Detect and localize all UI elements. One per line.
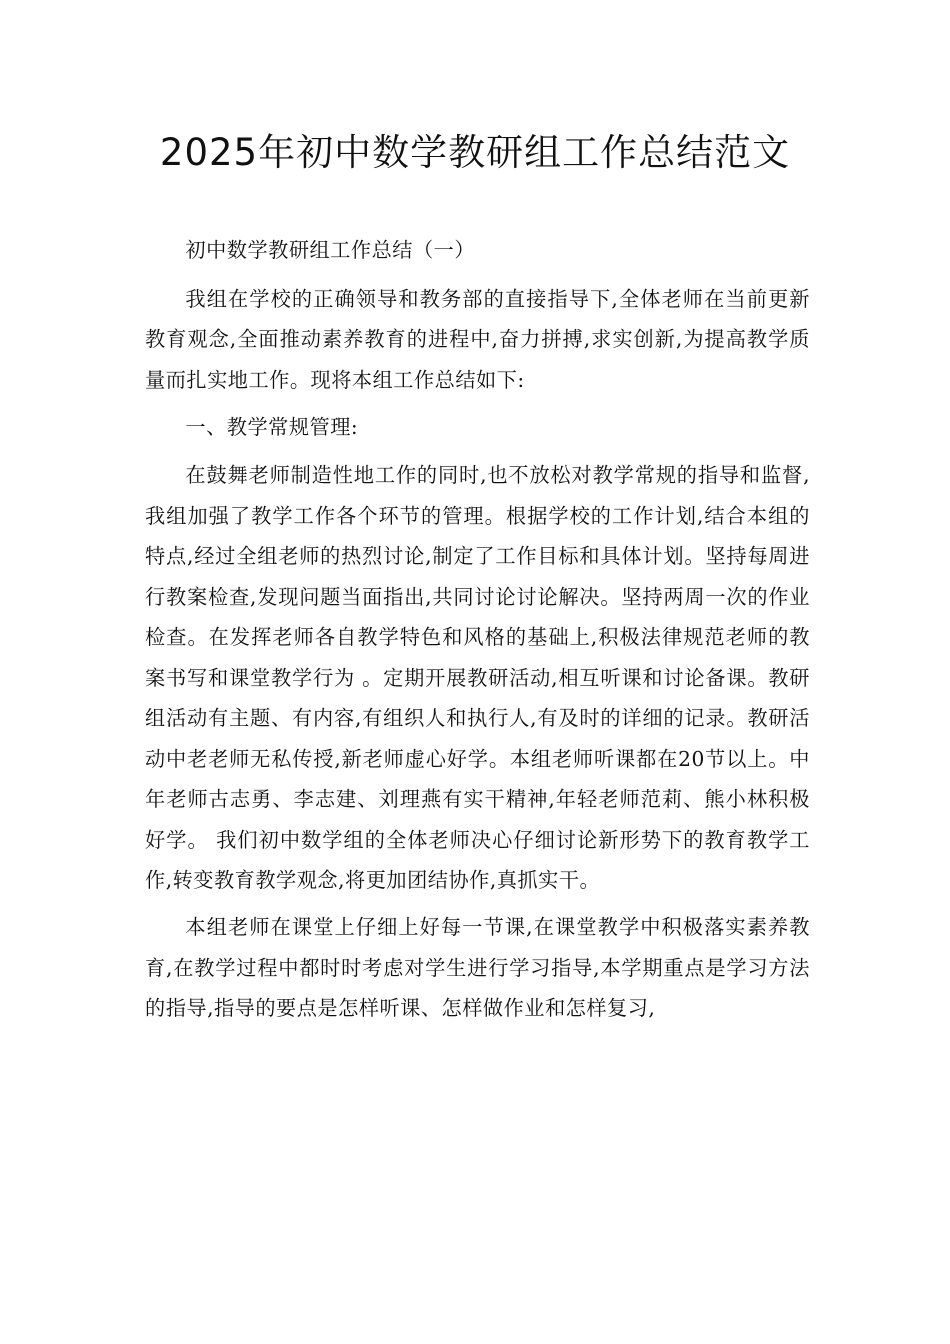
section-heading: 一、教学常规管理: bbox=[185, 414, 359, 439]
intro-paragraph: 我组在学校的正确领导和教务部的直接指导下,全体老师在当前更新教育观念,全面推动素养教育的进程中,奋力拼搏,求实创新,为提高教学质量而扎实地工作。现将本组工作总结如下: bbox=[145, 286, 810, 392]
section-subtitle: 初中数学教研组工作总结（一） bbox=[185, 238, 476, 262]
document-title: 2025年初中数学教研组工作总结范文 bbox=[159, 131, 791, 174]
body-paragraph: 本组老师在课堂上仔细上好每一节课,在课堂教学中积极落实素养教育,在教学过程中都时时考虑对学生进行学习指导,本学期重点是学习方法的指导,指导的要点是怎样听课、怎样做作业和怎样复习, bbox=[145, 915, 810, 1020]
document-body bbox=[145, 230, 810, 1035]
body-paragraph: 在鼓舞老师制造性地工作的同时,也不放松对教学常规的指导和监督,我组加强了教学工作各个环节的管理。根据学校的工作计划,结合本组的特点,经过全组老师的热烈讨论,制定了工作目标和具体计划。坚持每周进行教案检查,发现问题当面指出,共同讨论讨论解决。坚持两周一次的作业检查。在发挥老师各自教学特色和风格的基础上,积极法律规范老师的教案书写和课堂教学行为 。定期开展教研活动,相互听课和讨论备课。教研组活动有主题、有内容,有组织人和执行人,有及时的详细的记录。教研活动中老老师无私传授,新老师虚心好学。本组老师听课都在20节以上。中年老师古志勇、李志建、刘理燕有实干精神,年轻老师范莉、熊小林积极好学。 我们初中数学组的全体老师决心仔细讨论新形势下的教育教学工作,转变教育教学观念,将更加团结协作,真抓实干。 bbox=[145, 463, 810, 892]
